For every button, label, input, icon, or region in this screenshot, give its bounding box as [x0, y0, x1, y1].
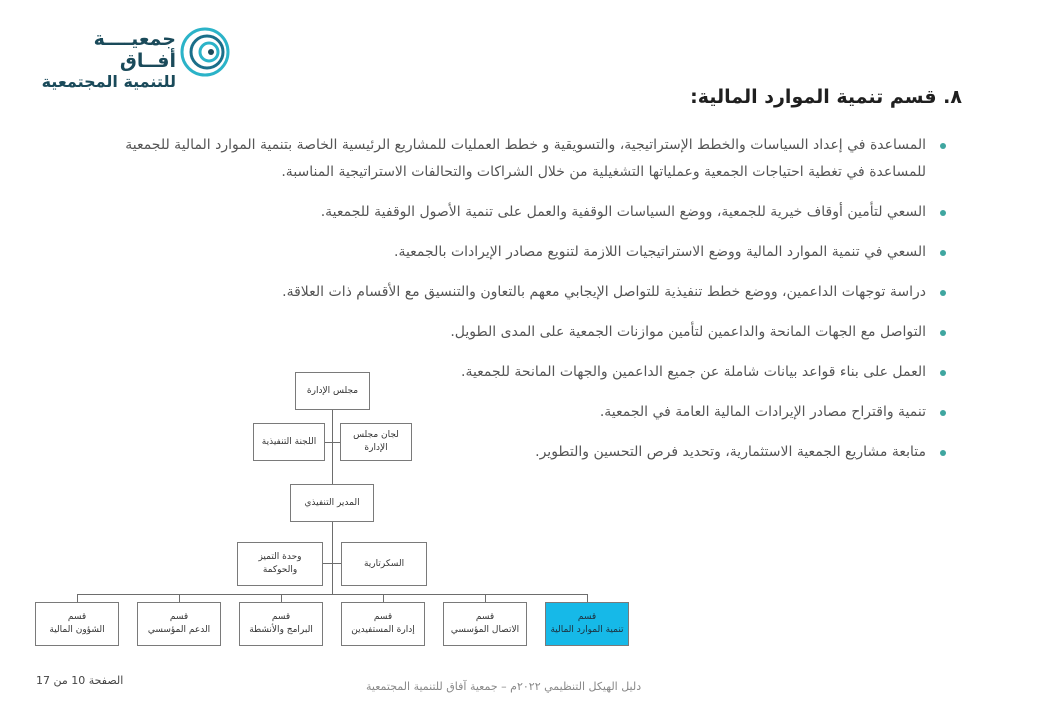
dept-label-line1: قسم [373, 612, 393, 622]
dept-label-line1: قسم [475, 612, 495, 622]
excellence-unit-label: وحدة التميز والحوكمة [258, 552, 302, 575]
dept-label-line1: قسم [67, 612, 87, 622]
logo-text [36, 28, 176, 92]
list-item [66, 199, 946, 226]
logo-line2: للتنمية المجتمعية [41, 72, 176, 91]
connector-line [179, 594, 180, 603]
list-item [66, 399, 946, 426]
bullet-icon [940, 250, 946, 256]
list-item-text: السعي في تنمية الموارد المالية ووضع الاستراتيجيات اللازمة لتنويع مصادر الإيرادات بالجمعية. [394, 244, 926, 260]
section-heading: ٨. قسم تنمية الموارد المالية: [690, 86, 962, 108]
list-item-text: دراسة توجهات الداعمين، ووضع خطط تنفيذية للتواصل الإيجابي معهم بالتعاون والتنسيق مع الأقسام ذات العلاقة. [282, 284, 926, 300]
connector-line [77, 594, 78, 603]
connector-line [485, 594, 486, 603]
connector-line [281, 594, 282, 603]
list-item [66, 319, 946, 346]
list-item-text: العمل على بناء قواعد بيانات شاملة عن جميع الداعمين والجهات المانحة للجمعية. [461, 364, 926, 380]
responsibilities-list [66, 132, 946, 479]
list-item [66, 132, 946, 186]
logo-line1: جمعيــــة أفــاق [93, 28, 176, 72]
list-item-text: السعي لتأمين أوقاف خيرية للجمعية، ووضع السياسات الوقفية والعمل على تنمية الأصول الوقفية للجمعية. [320, 204, 926, 220]
bullet-icon [940, 450, 946, 456]
dept-label-line2: الاتصال المؤسسي [450, 625, 520, 635]
dept-box-institutional-support [137, 602, 221, 646]
board-committees-label: لجان مجلس الإدارة [353, 430, 399, 453]
secretariat-label: السكرتارية [363, 558, 405, 569]
excellence-unit-box [237, 542, 323, 586]
list-item-text: تنمية واقتراح مصادر الإيرادات المالية العامة في الجمعية. [599, 404, 926, 420]
list-item-text: التواصل مع الجهات المانحة والداعمين لتأمين موازنات الجمعية على المدى الطويل. [450, 324, 926, 340]
bullet-icon [940, 210, 946, 216]
dept-label-line1: قسم [271, 612, 291, 622]
connector-line [322, 563, 342, 564]
page-number: الصفحة 10 من 17 [36, 674, 124, 687]
association-logo [36, 26, 236, 91]
footer-text: دليل الهيكل التنظيمي ٢٠٢٢م – جمعية آفاق للتنمية المجتمعية [366, 680, 642, 693]
board-label: مجلس الإدارة [306, 385, 359, 396]
dept-box-finance [35, 602, 119, 646]
dept-box-communication [443, 602, 527, 646]
dept-label-line1: قسم [169, 612, 189, 622]
connector-line [383, 594, 384, 603]
list-item-text: متابعة مشاريع الجمعية الاستثمارية، وتحديد فرص التحسين والتطوير. [535, 444, 926, 460]
dept-label-line2: البرامج والأنشطة [249, 625, 313, 635]
dept-label-line2: الشؤون المالية [49, 625, 105, 635]
executive-committee-label: اللجنة التنفيذية [261, 436, 317, 447]
list-item [66, 279, 946, 306]
dept-label-line2: إدارة المستفيدين [351, 625, 415, 635]
dept-label-line2: تنمية الموارد المالية [550, 625, 624, 635]
connector-line [77, 594, 587, 595]
bullet-icon [940, 410, 946, 416]
dept-box-financial-resources [545, 602, 629, 646]
connector-line [332, 522, 333, 594]
dept-label-line2: الدعم المؤسسي [147, 625, 211, 635]
bullet-icon [940, 370, 946, 376]
secretariat-box [341, 542, 427, 586]
bullet-icon [940, 290, 946, 296]
list-item-text: المساعدة في إعداد السياسات والخطط الإستراتيجية، والتسويقية و خطط العمليات للمشاريع الرئيسية الخاصة بتنمية الموارد المالية للجمعية للمساعدة في تغطية احتياجات الجمعية وعملياتها التشغيلية من خلال الشراكات والتحالفات الاستراتيجية المناسبة. [125, 137, 926, 180]
executive-director-label: المدير التنفيذي [304, 497, 360, 508]
executive-director-box [290, 484, 374, 522]
bullet-icon [940, 330, 946, 336]
list-item [66, 239, 946, 266]
list-item [66, 359, 946, 386]
bullet-icon [940, 143, 946, 149]
connector-line [587, 594, 588, 603]
list-item [66, 439, 946, 466]
dept-label-line1: قسم [577, 612, 597, 622]
dept-box-beneficiaries [341, 602, 425, 646]
logo-circles-icon [178, 26, 230, 78]
dept-box-programs [239, 602, 323, 646]
